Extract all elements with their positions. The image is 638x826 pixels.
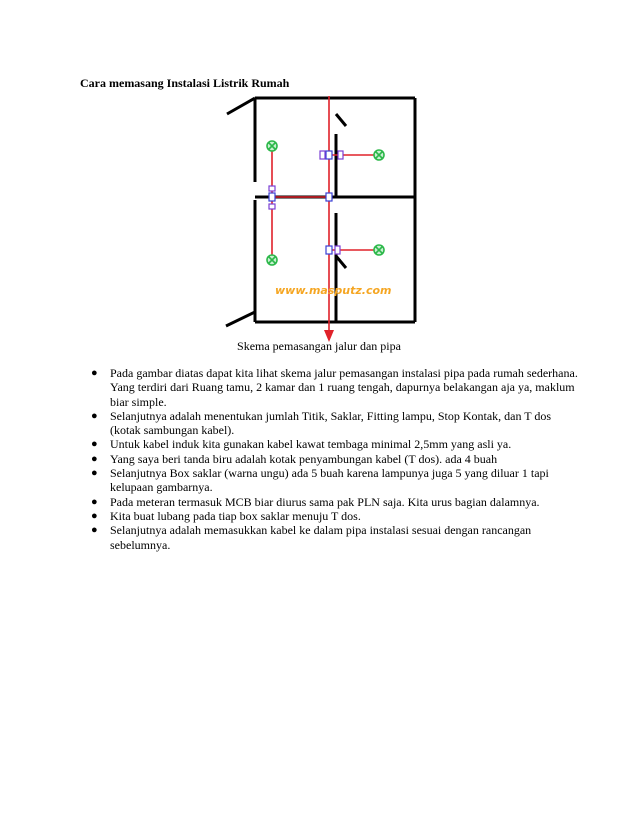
door-middle-top <box>336 114 346 126</box>
list-item <box>88 366 578 409</box>
bullet-icon: ● <box>91 495 98 508</box>
junction-box-icon <box>326 151 332 159</box>
switch-box-icon <box>320 151 325 159</box>
switch-box-icon <box>338 151 343 159</box>
bullet-icon: ● <box>91 409 98 422</box>
junction-boxes <box>269 151 332 254</box>
switch-box-icon <box>335 246 340 254</box>
list-item-text: Selanjutnya Box saklar (warna ungu) ada 5 buah karena lampunya juga 5 yang diluar 1 tapi kelupaan gambarnya. <box>110 466 549 495</box>
list-item-text: Pada gambar diatas dapat kita lihat skema jalur pemasangan instalasi pipa pada rumah sederhana. Yang terdiri dari Ruang tamu, 2 kamar dan 1 ruang tengah, dapurnya belakangan aja ya, maklum biar simple. <box>110 366 578 409</box>
list-item-text: Pada meteran termasuk MCB biar diurus sama pak PLN saja. Kita urus bagian dalamnya. <box>110 494 540 509</box>
switch-boxes <box>269 151 343 254</box>
lamp-icon <box>374 150 384 160</box>
list-item <box>88 466 578 495</box>
figure-caption: Skema pemasangan jalur dan pipa <box>237 339 401 353</box>
door-left-top <box>227 98 255 114</box>
bullet-list <box>88 366 578 552</box>
bullet-icon: ● <box>91 509 98 522</box>
lamp-icon <box>374 245 384 255</box>
switch-box-icon <box>269 186 275 191</box>
list-item <box>88 452 578 466</box>
list-item-text: Yang saya beri tanda biru adalah kotak penyambungan kabel (T dos). ada 4 buah <box>110 451 498 466</box>
list-item <box>88 523 578 552</box>
list-item-text: Selanjutnya adalah memasukkan kabel ke dalam pipa instalasi sesuai dengan rancangan sebelumnya. <box>110 523 532 552</box>
bullet-icon: ● <box>91 524 98 537</box>
door-left-bottom <box>226 312 255 326</box>
wiring-diagram <box>222 96 422 346</box>
junction-box-icon <box>326 246 332 254</box>
junction-box-icon <box>326 193 332 201</box>
list-item-text: Kita buat lubang pada tiap box saklar menuju T dos. <box>110 508 361 523</box>
bullet-icon: ● <box>91 438 98 451</box>
figure-watermark: www.masputz.com <box>275 284 392 297</box>
bullet-icon: ● <box>91 467 98 480</box>
list-item <box>88 409 578 438</box>
list-item <box>88 509 578 523</box>
list-item-text: Untuk kabel induk kita gunakan kabel kawat tembaga minimal 2,5mm yang asli ya. <box>110 437 512 452</box>
switch-box-icon <box>269 204 275 209</box>
lamp-icon <box>267 141 277 151</box>
junction-box-icon <box>269 193 275 201</box>
bullet-icon: ● <box>91 452 98 465</box>
list-item <box>88 437 578 451</box>
bullet-icon: ● <box>91 367 98 379</box>
document-title: Cara memasang Instalasi Listrik Rumah <box>80 76 290 90</box>
lamp-icon <box>267 255 277 265</box>
list-item <box>88 495 578 509</box>
list-item-text: Selanjutnya adalah menentukan jumlah Titik, Saklar, Fitting lampu, Stop Kontak, dan T dos (kotak sambungan kabel). <box>110 408 552 438</box>
